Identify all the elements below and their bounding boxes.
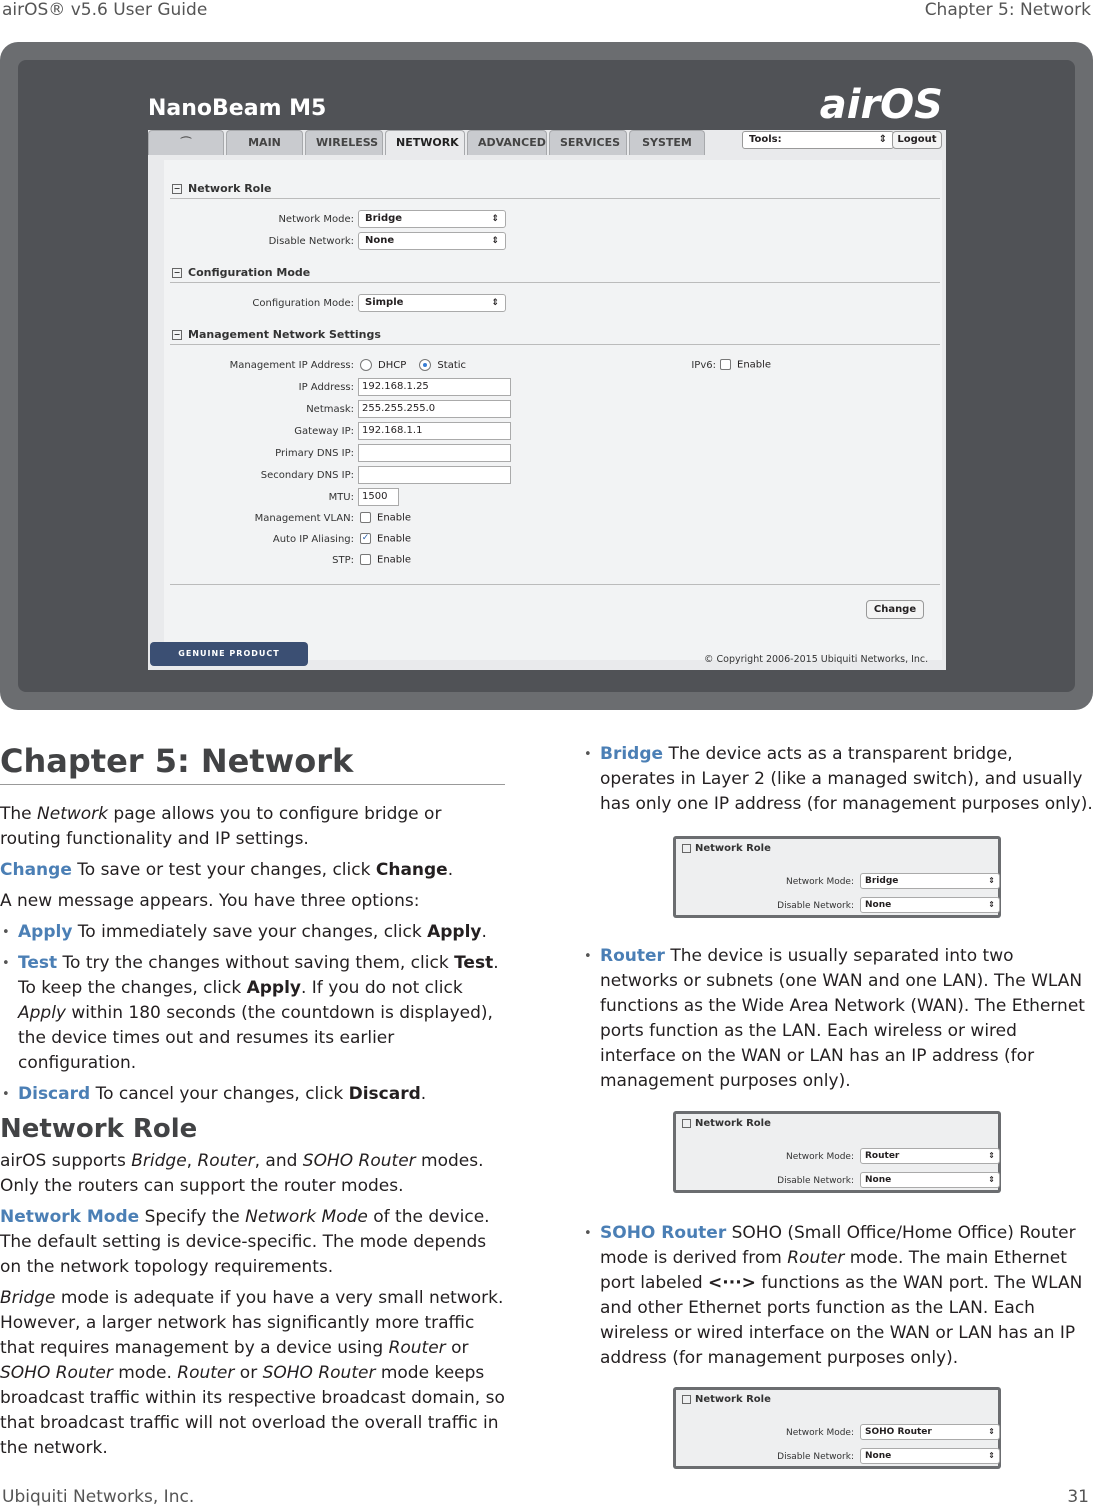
copyright: © Copyright 2006-2015 Ubiquiti Networks, Inc. [704,654,929,665]
network-mode-label: Network Mode: [278,214,354,225]
role-paragraph: airOS supports Bridge, Router, and SOHO Router modes. Only the routers can support the router modes. [0,1151,484,1196]
section-management-network[interactable]: − Management Network Settings [173,328,381,341]
collapse-icon: − [173,330,181,339]
mini-network-mode-select[interactable]: Router ⇕ [860,1148,1000,1164]
running-header-right: Chapter 5: Network [924,0,1091,20]
netmask-input[interactable]: 255.255.255.0 [358,400,511,418]
airos-logo: airOS [819,82,943,128]
mgmt-vlan-label: Management VLAN: [254,513,354,524]
config-mode-select[interactable]: Simple ⇕ [358,294,506,312]
dhcp-radio[interactable] [360,359,372,371]
test-bullet: • Test To try the changes without saving them, click Test. To keep the changes, click Apply. If you do not click Apply within 180 seconds (the countdown is displayed), the device times out and resumes its earlier configuration. [0,951,505,1076]
network-mode-select[interactable]: Bridge ⇕ [358,210,506,228]
tab-network[interactable]: NETWORK [385,130,465,155]
bridge-bullet-block [582,742,1093,823]
tab-bar [148,130,705,156]
mini-network-mode-select[interactable]: Bridge ⇕ [860,873,1000,889]
disable-network-label: Disable Network: [268,236,354,247]
change-button[interactable]: Change [866,600,924,619]
section-network-role[interactable]: − Network Role [173,182,272,195]
device-brand: NanoBeam M5 [148,96,327,121]
router-bullet: • Router The device is usually separated into two networks or subnets (one WAN and one LAN). The WLAN functions as the Wide Area Network (WAN). The Ethernet ports function as the LAN. Each wireless or wired interface on the WAN or LAN has an IP address (for management purposes only). [582,944,1093,1094]
ip-address-label: IP Address: [298,382,354,393]
gateway-input[interactable]: 192.168.1.1 [358,422,511,440]
static-radio[interactable] [419,359,431,371]
left-column [0,802,505,1467]
primary-dns-input[interactable] [358,444,511,462]
tab-main[interactable]: MAIN [226,130,303,155]
stp-enable[interactable]: Enable [360,554,411,566]
mgmt-ip-label: Management IP Address: [229,360,354,371]
genuine-product-badge: GENUINE PRODUCT [150,642,308,666]
router-mini-screenshot: Network Role Network Mode: Router ⇕ Disable Network: None ⇕ [673,1111,1001,1193]
auto-ip-aliasing-enable[interactable]: ✓ Enable [361,533,412,545]
footer-left: Ubiquiti Networks, Inc. [2,1487,195,1507]
discard-bullet: • Discard To cancel your changes, click Discard. [0,1082,505,1107]
soho-bullet-block [582,1221,1093,1377]
tab-system[interactable]: SYSTEM [629,130,705,155]
stp-checkbox[interactable] [360,554,371,565]
stp-label: STP: [332,555,354,566]
tab-wireless[interactable]: WIRELESS [305,130,383,155]
mtu-label: MTU: [328,492,354,503]
mini-disable-network-select[interactable]: None ⇕ [860,1448,1000,1464]
bridge-mini-screenshot: Network Role Network Mode: Bridge ⇕ Disable Network: None ⇕ [673,836,1001,918]
gateway-label: Gateway IP: [294,426,354,437]
primary-dns-label: Primary DNS IP: [275,448,354,459]
config-mode-label: Configuration Mode: [252,298,354,309]
soho-mini-screenshot: Network Role Network Mode: SOHO Router ⇕ Disable Network: None ⇕ [673,1387,1001,1469]
tab-advanced[interactable]: ADVANCED [467,130,547,155]
router-bullet-block [582,944,1093,1100]
ubiquiti-logo-tab[interactable]: ⌒ [148,130,224,155]
mgmt-vlan-enable[interactable]: Enable [360,512,411,524]
ipv6-enable[interactable]: Enable [720,359,771,371]
network-role-heading: Network Role [0,1114,198,1144]
ip-address-input[interactable]: 192.168.1.25 [358,378,511,396]
section-configuration-mode[interactable]: − Configuration Mode [173,266,311,279]
change-paragraph: Change To save or test your changes, click Change. [0,860,454,880]
secondary-dns-input[interactable] [358,466,511,484]
tools-select[interactable]: Tools: ⇕ [742,131,894,149]
bridge-bullet: • Bridge The device acts as a transparent bridge, operates in Layer 2 (like a managed switch), and usually has only one IP address (for management purposes only). [582,742,1093,817]
tab-services[interactable]: SERVICES [549,130,627,155]
disable-network-select[interactable]: None ⇕ [358,232,506,250]
mtu-input[interactable]: 1500 [358,488,399,506]
bridge-mode-paragraph: Bridge mode is adequate if you have a very small network. However, a larger network has significantly more traffic that requires management by a device using Router or SOHO Router mode. Router or SOHO Router mode keeps broadcast traffic within its respective broadcast domain, so that broadcast traffic will not overload the overall traffic in the network. [0,1288,505,1458]
soho-router-bullet: • SOHO Router SOHO (Small Office/Home Office) Router mode is derived from Router mode. The main Ethernet port labeled <···> functions as the WAN port. The WLAN and other Ethernet ports function as the LAN. Each wireless or wired interface on the WAN or LAN has an IP address (for management purposes only). [582,1221,1093,1371]
page-number: 31 [1067,1487,1089,1507]
network-mode-paragraph: Network Mode Specify the Network Mode of the device. The default setting is device-specific. The mode depends on the network topology requirements. [0,1207,490,1277]
check-icon[interactable]: ✓ [361,533,370,543]
ipv6-label: IPv6: [691,360,716,371]
auto-ip-aliasing-label: Auto IP Aliasing: [272,534,354,545]
mini-network-mode-select[interactable]: SOHO Router ⇕ [860,1424,1000,1440]
chapter-title: Chapter 5: Network [0,742,354,780]
running-header-left: airOS® v5.6 User Guide [2,0,208,20]
intro-paragraph: The Network page allows you to configure bridge or routing functionality and IP settings. [0,804,442,849]
ipv6-checkbox[interactable] [720,359,731,370]
message-paragraph: A new message appears. You have three options: [0,891,420,911]
collapse-icon: − [173,184,181,193]
collapse-icon: − [173,268,181,277]
secondary-dns-label: Secondary DNS IP: [260,470,354,481]
mgmt-ip-mode: DHCP Static [358,359,466,371]
mgmt-vlan-checkbox[interactable] [360,512,371,523]
mini-disable-network-select[interactable]: None ⇕ [860,1172,1000,1188]
logout-button[interactable]: Logout [892,131,942,149]
mini-disable-network-select[interactable]: None ⇕ [860,897,1000,913]
netmask-label: Netmask: [306,404,354,415]
apply-bullet: • Apply To immediately save your changes, click Apply. [0,920,505,945]
